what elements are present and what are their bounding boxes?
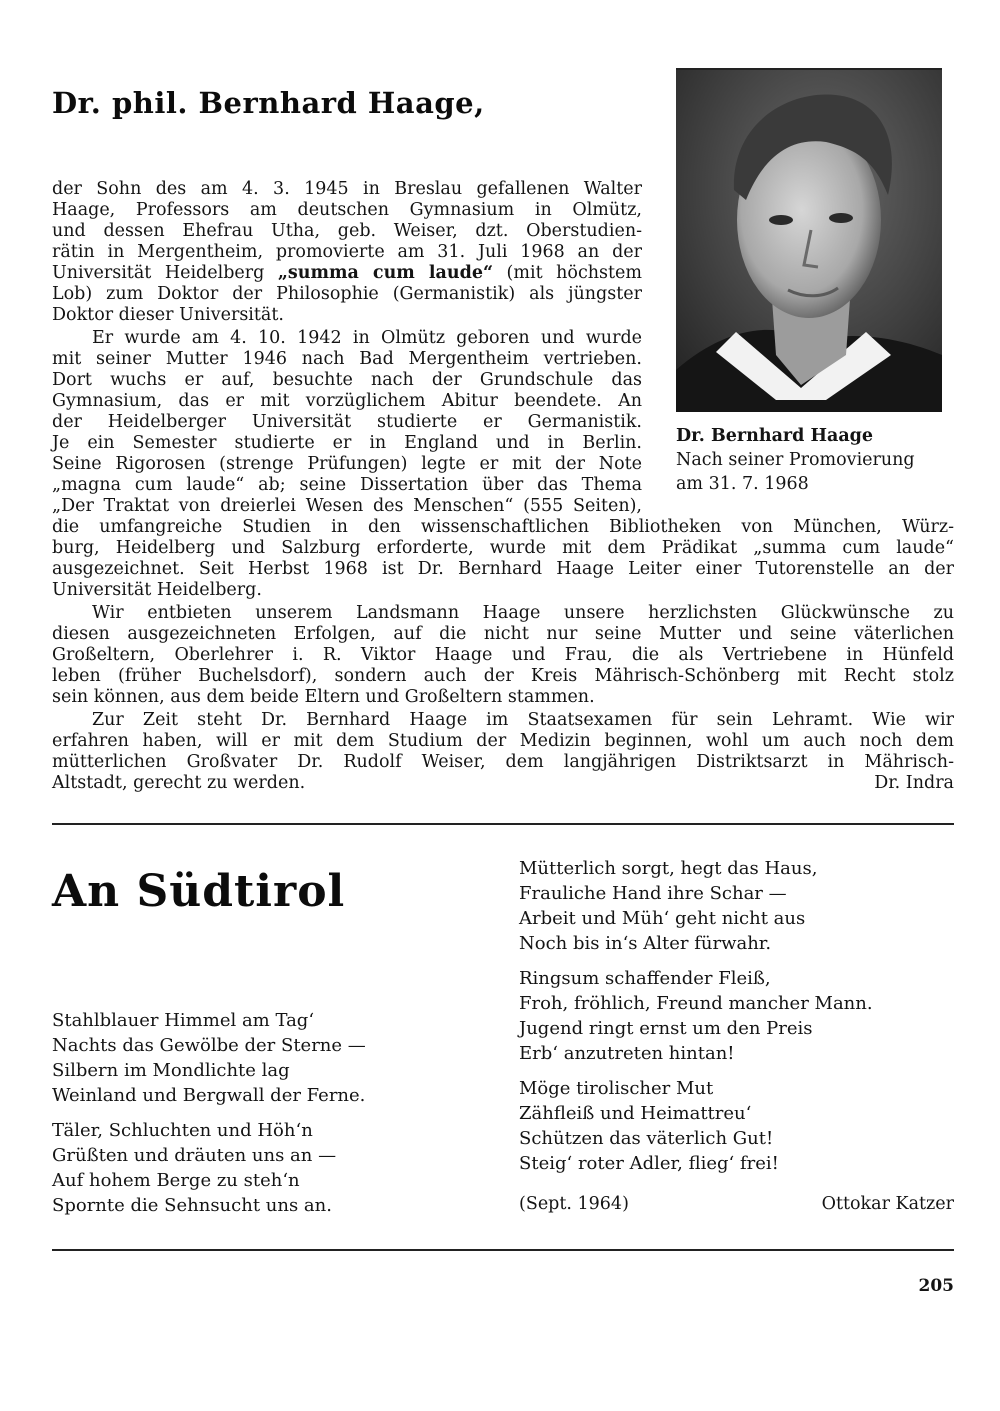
- poem-line: Täler, Schluchten und Höh‘n: [52, 1120, 313, 1141]
- article-line: rätin in Mergentheim, promovierte am 31. Juli 1968 an der: [52, 242, 642, 262]
- article-line: mit seiner Mutter 1946 nach Bad Mergentheim vertrieben.: [52, 349, 642, 369]
- poem-line: Jugend ringt ernst um den Preis: [519, 1018, 813, 1039]
- article-line: Er wurde am 4. 10. 1942 in Olmütz geboren und wurde: [92, 328, 642, 348]
- poem-line: Steig‘ roter Adler, flieg‘ frei!: [519, 1153, 779, 1174]
- page-number: 205: [918, 1276, 954, 1296]
- poem-line: Grüßten und dräuten uns an —: [52, 1145, 337, 1166]
- article-line: sein können, aus dem beide Eltern und Großeltern stammen.: [52, 687, 595, 707]
- article-line: erfahren haben, will er mit dem Studium der Medizin beginnen, wohl um auch noch dem: [52, 731, 954, 751]
- article-line: die umfangreiche Studien in den wissenschaftlichen Bibliotheken von München, Würz-: [52, 517, 954, 537]
- poem-line: Nachts das Gewölbe der Sterne —: [52, 1035, 366, 1056]
- article-signature: Dr. Indra: [874, 773, 954, 793]
- article-line: Altstadt, gerecht zu werden.: [52, 773, 306, 793]
- caption-line: am 31. 7. 1968: [676, 474, 809, 494]
- article-line: Zur Zeit steht Dr. Bernhard Haage im Staatsexamen für sein Lehramt. Wie wir: [92, 710, 954, 730]
- poem-stanza-right-1: [519, 856, 817, 956]
- poem-title: An Südtirol: [52, 866, 346, 917]
- poem-line: Zähfleiß und Heimattreu‘: [519, 1103, 752, 1124]
- portrait-photo: [676, 68, 942, 412]
- poem-date: (Sept. 1964): [519, 1194, 629, 1214]
- article-line-mixed: [52, 262, 642, 284]
- poem-line: Erb‘ anzutreten hintan!: [519, 1043, 735, 1064]
- poem-line: Ringsum schaffender Fleiß,: [519, 968, 771, 989]
- line-text: (mit höchstem: [493, 263, 642, 283]
- poem-author: Ottokar Katzer: [821, 1194, 954, 1214]
- poem-stanza-left-2: [52, 1118, 336, 1218]
- poem-line: Frauliche Hand ihre Schar —: [519, 883, 787, 904]
- article-line: Haage, Professors am deutschen Gymnasium in Olmütz,: [52, 200, 642, 220]
- article-line: Wir entbieten unserem Landsmann Haage unsere herzlichsten Glückwünsche zu: [92, 603, 954, 623]
- poem-line: Mütterlich sorgt, hegt das Haus,: [519, 858, 818, 879]
- photo-caption: [676, 424, 915, 496]
- poem-line: Noch bis in‘s Alter fürwahr.: [519, 933, 772, 954]
- article-line: ausgezeichnet. Seit Herbst 1968 ist Dr. Bernhard Haage Leiter einer Tutorenstelle an der: [52, 559, 954, 579]
- article-line: Universität Heidelberg.: [52, 580, 262, 600]
- poem-line: Spornte die Sehnsucht uns an.: [52, 1195, 332, 1216]
- line-text: Universität Heidelberg: [52, 263, 278, 283]
- article-line: Seine Rigorosen (strenge Prüfungen) legte er mit der Note: [52, 454, 642, 474]
- caption-name: Dr. Bernhard Haage: [676, 426, 874, 446]
- portrait-image: [676, 70, 942, 412]
- article-line: Dort wuchs er auf, besuchte nach der Grundschule das: [52, 370, 642, 390]
- poem-line: Schützen das väterlich Gut!: [519, 1128, 774, 1149]
- poem-line: Möge tirolischer Mut: [519, 1078, 714, 1099]
- article-line: Doktor dieser Universität.: [52, 305, 284, 325]
- section-divider: [52, 823, 954, 825]
- poem-stanza-left-1: [52, 1008, 366, 1108]
- article-line: diesen ausgezeichneten Erfolgen, auf die nicht nur seine Mutter und seine väterlichen: [52, 624, 954, 644]
- bottom-divider: [52, 1249, 954, 1251]
- poem-line: Weinland und Bergwall der Ferne.: [52, 1085, 366, 1106]
- article-line: leben (früher Buchelsdorf), sondern auch der Kreis Mährisch-Schönberg mit Recht stolz: [52, 666, 954, 686]
- poem-line: Stahlblauer Himmel am Tag‘: [52, 1010, 315, 1031]
- article-line: Je ein Semester studierte er in England und in Berlin.: [52, 433, 642, 453]
- poem-line: Auf hohem Berge zu steh‘n: [52, 1170, 300, 1191]
- article-line: und dessen Ehefrau Utha, geb. Weiser, dzt. Oberstudien-: [52, 221, 642, 241]
- article-line: burg, Heidelberg und Salzburg erforderte, wurde mit dem Prädikat „summa cum laude“: [52, 538, 954, 558]
- article-line: Lob) zum Doktor der Philosophie (Germanistik) als jüngster: [52, 284, 642, 304]
- poem-line: Froh, fröhlich, Freund mancher Mann.: [519, 993, 873, 1014]
- poem-line: Silbern im Mondlichte lag: [52, 1060, 290, 1081]
- article-title: Dr. phil. Bernhard Haage,: [52, 86, 485, 120]
- article-line: der Sohn des am 4. 3. 1945 in Breslau gefallenen Walter: [52, 179, 642, 199]
- poem-line: Arbeit und Müh‘ geht nicht aus: [519, 908, 806, 929]
- article-line: mütterlichen Großvater Dr. Rudolf Weiser, dem langjährigen Distriktsarzt in Mährisch-: [52, 752, 954, 772]
- article-line: „magna cum laude“ ab; seine Dissertation über das Thema: [52, 475, 642, 495]
- article-line: Gymnasium, das er mit vorzüglichem Abitur beendete. An: [52, 391, 642, 411]
- caption-line: Nach seiner Promovierung: [676, 450, 915, 470]
- bold-phrase: „summa cum laude“: [277, 263, 494, 283]
- article-line: „Der Traktat von dreierlei Wesen des Menschen“ (555 Seiten),: [52, 496, 642, 516]
- article-line: Großeltern, Oberlehrer i. R. Viktor Haage und Frau, die als Vertriebene in Hünfeld: [52, 645, 954, 665]
- poem-stanza-right-2: [519, 966, 873, 1066]
- poem-stanza-right-3: [519, 1076, 779, 1176]
- article-line: der Heidelberger Universität studierte er Germanistik.: [52, 412, 642, 432]
